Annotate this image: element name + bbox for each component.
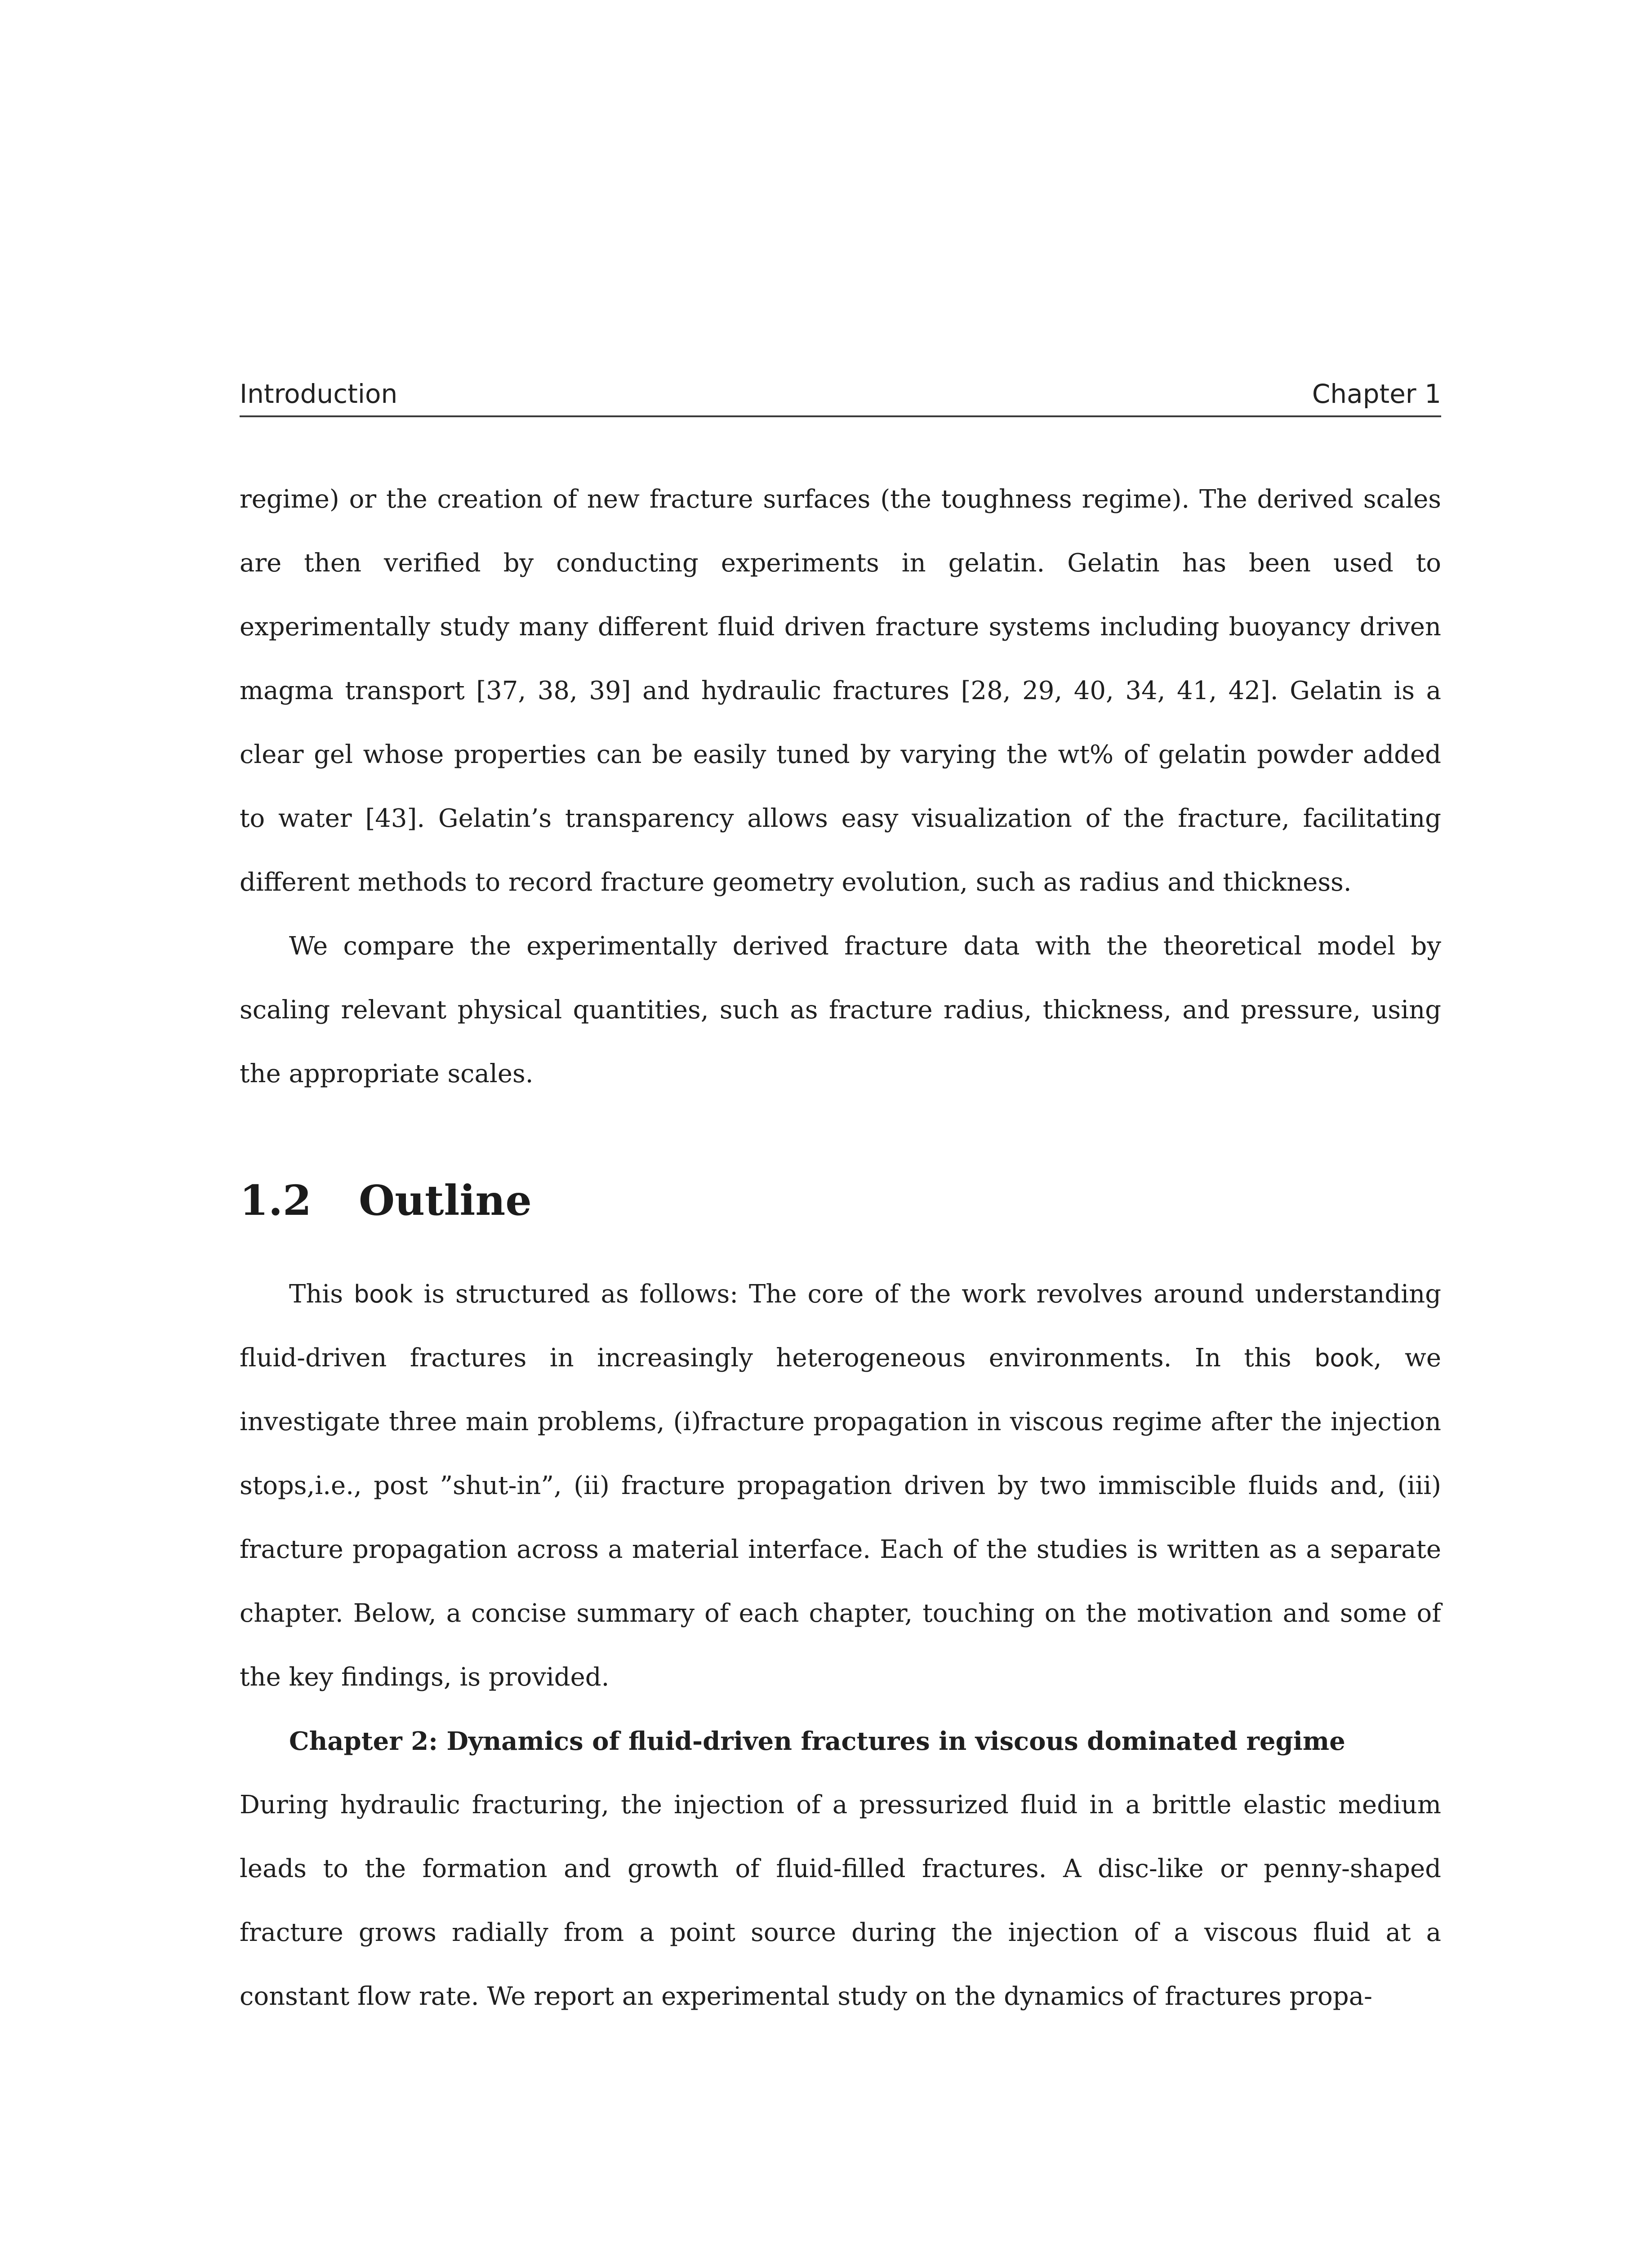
paragraph-outline xyxy=(240,1262,1441,1709)
paragraph-compare: We compare the experimentally derived fracture data with the theoretical model by scaling relevant physical quantities, such as fracture radius, thickness, and pressure, using the appropriate scales. xyxy=(240,932,1441,1088)
outline-word-book-2: book xyxy=(1314,1344,1374,1372)
outline-word-book-1: book xyxy=(353,1280,413,1308)
section-heading xyxy=(240,1173,1441,1227)
section-title: Outline xyxy=(359,1176,532,1225)
paragraph-regime: regime) or the creation of new fracture surfaces (the toughness regime). The derived scales are then verified by conducting experiments in gelatin. Gelatin has been used to experimentally study many different fluid driven fracture systems including buoyancy driven magma transport [37, 38, 39] and hydraulic fractures [28, 29, 40, 34, 41, 42]. Gelatin is a clear gel whose properties can be easily tuned by varying the wt% of gelatin powder added to water [43]. Gelatin’s transparency allows easy visualization of the fracture, facilitating different methods to record fracture geometry evolution, such as radius and thickness. xyxy=(240,485,1441,897)
outline-text-1: This xyxy=(289,1280,354,1309)
outline-text-3: , we investigate three main problems, (i)fracture propagation in viscous regime after the injection stops,i.e., post ”shut-in”, (ii) fracture propagation driven by two immiscible fluids and, (iii) fracture propagation across a material interface. Each of the studies is written as a separate chapter. Below, a concise summary of each chapter, touching on the motivation and some of the key findings, is provided. xyxy=(240,1343,1441,1692)
running-header xyxy=(240,379,1441,417)
header-chapter-label: Chapter 1 xyxy=(1312,379,1441,409)
header-section-title: Introduction xyxy=(240,379,398,409)
chapter-2-heading: Chapter 2: Dynamics of fluid-driven fractures in viscous dominated regime xyxy=(289,1726,1345,1756)
chapter-2-summary: During hydraulic fracturing, the injection of a pressurized fluid in a brittle elastic medium leads to the formation and growth of fluid-filled fractures. A disc-like or penny-shaped fracture grows radially from a point source during the injection of a viscous fluid at a constant flow rate. We report an experimental study on the dynamics of fractures propa- xyxy=(240,1790,1441,2011)
body-text xyxy=(240,468,1441,2029)
outline-text-2: is structured as follows: The core of the work revolves around understanding fluid-driven fractures in increasingly heterogeneous environments. In this xyxy=(240,1280,1442,1373)
section-number: 1.2 xyxy=(240,1176,312,1225)
